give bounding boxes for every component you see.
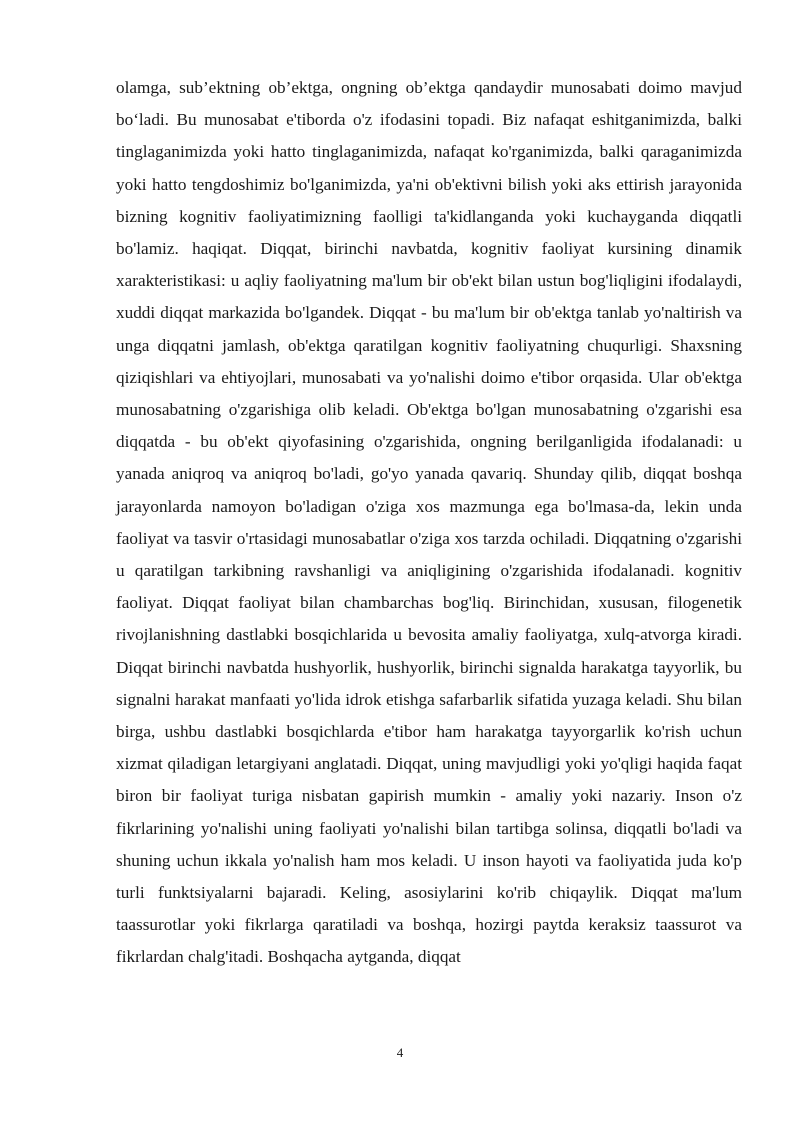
page-number: 4 <box>396 1045 404 1060</box>
body-paragraph: olamga, sub’ektning ob’ektga, ongning ob’ektga qandaydir munosabati doimo mavjud bo‘ladi. Bu munosabat e'tiborda o'z ifodasini topadi. Biz nafaqat eshitganimizda, balki tinglaganimizda yoki hatto tinglaganimizda, nafaqat ko'rganimizda, balki qaraganimizda yoki hatto tengdoshimiz bo'lganimizda, ya'ni ob'ektivni bilish yoki aks ettirish jarayonida bizning kognitiv faoliyatimizning faolligi ta'kidlanganda yoki kuchayganda diqqatli bo'lamiz. haqiqat. Diqqat, birinchi navbatda, kognitiv faoliyat kursining dinamik xarakteristikasi: u aqliy faoliyatning ma'lum bir ob'ekt bilan ustun bog'liqligini ifodalaydi, xuddi diqqat markazida bo'lgandek. Diqqat - bu ma'lum bir ob'ektga tanlab yo'naltirish va unga diqqatni jamlash, ob'ektga qaratilgan kognitiv faoliyatning chuqurligi. Shaxsning qiziqishlari va ehtiyojlari, munosabati va yo'nalishi doimo e'tibor orqasida. Ular ob'ektga munosabatning o'zgarishiga olib keladi. Ob'ektga bo'lgan munosabatning o'zgarishi esa diqqatda - bu ob'ekt qiyofasining o'zgarishida, ongning berilganligida ifodalanadi: u yanada aniqroq va aniqroq bo'ladi, go'yo yanada qavariq. Shunday qilib, diqqat boshqa jarayonlarda namoyon bo'ladigan o'ziga xos mazmunga ega bo'lmasa-da, lekin unda faoliyat va tasvir o'rtasidagi munosabatlar o'ziga xos tarzda ochiladi. Diqqatning o'zgarishi u qaratilgan tarkibning ravshanligi va aniqligining o'zgarishida ifodalanadi. kognitiv faoliyat. Diqqat faoliyat bilan chambarchas bog'liq. Birinchidan, xususan, filogenetik rivojlanishning dastlabki bosqichlarida u bevosita amaliy faoliyatga, xulq-atvorga kiradi. Diqqat birinchi navbatda hushyorlik, hushyorlik, birinchi signalda harakatga tayyorlik, bu signalni harakat manfaati yo'lida idrok etishga safarbarlik sifatida yuzaga keladi. Shu bilan birga, ushbu dastlabki bosqichlarda e'tibor ham harakatga tayyorgarlik ko'rish uchun xizmat qiladigan letargiyani anglatadi. Diqqat, uning mavjudligi yoki yo'qligi haqida faqat biron bir faoliyat turiga nisbatan gapirish mumkin - amaliy yoki nazariy. Inson o'z fikrlarining yo'nalishi uning faoliyati yo'nalishi bilan tartibga solinsa, diqqatli bo'ladi va shuning uchun ikkala yo'nalish ham mos keladi. U inson hayoti va faoliyatida juda ko'p turli funktsiyalarni bajaradi. Keling, asosiylarini ko'rib chiqaylik. Diqqat ma'lum taassurotlar yoki fikrlarga qaratiladi va boshqa, hozirgi paytda keraksiz taassurot va fikrlardan chalg'itadi. Boshqacha aytganda, diqqat <box>116 78 742 967</box>
